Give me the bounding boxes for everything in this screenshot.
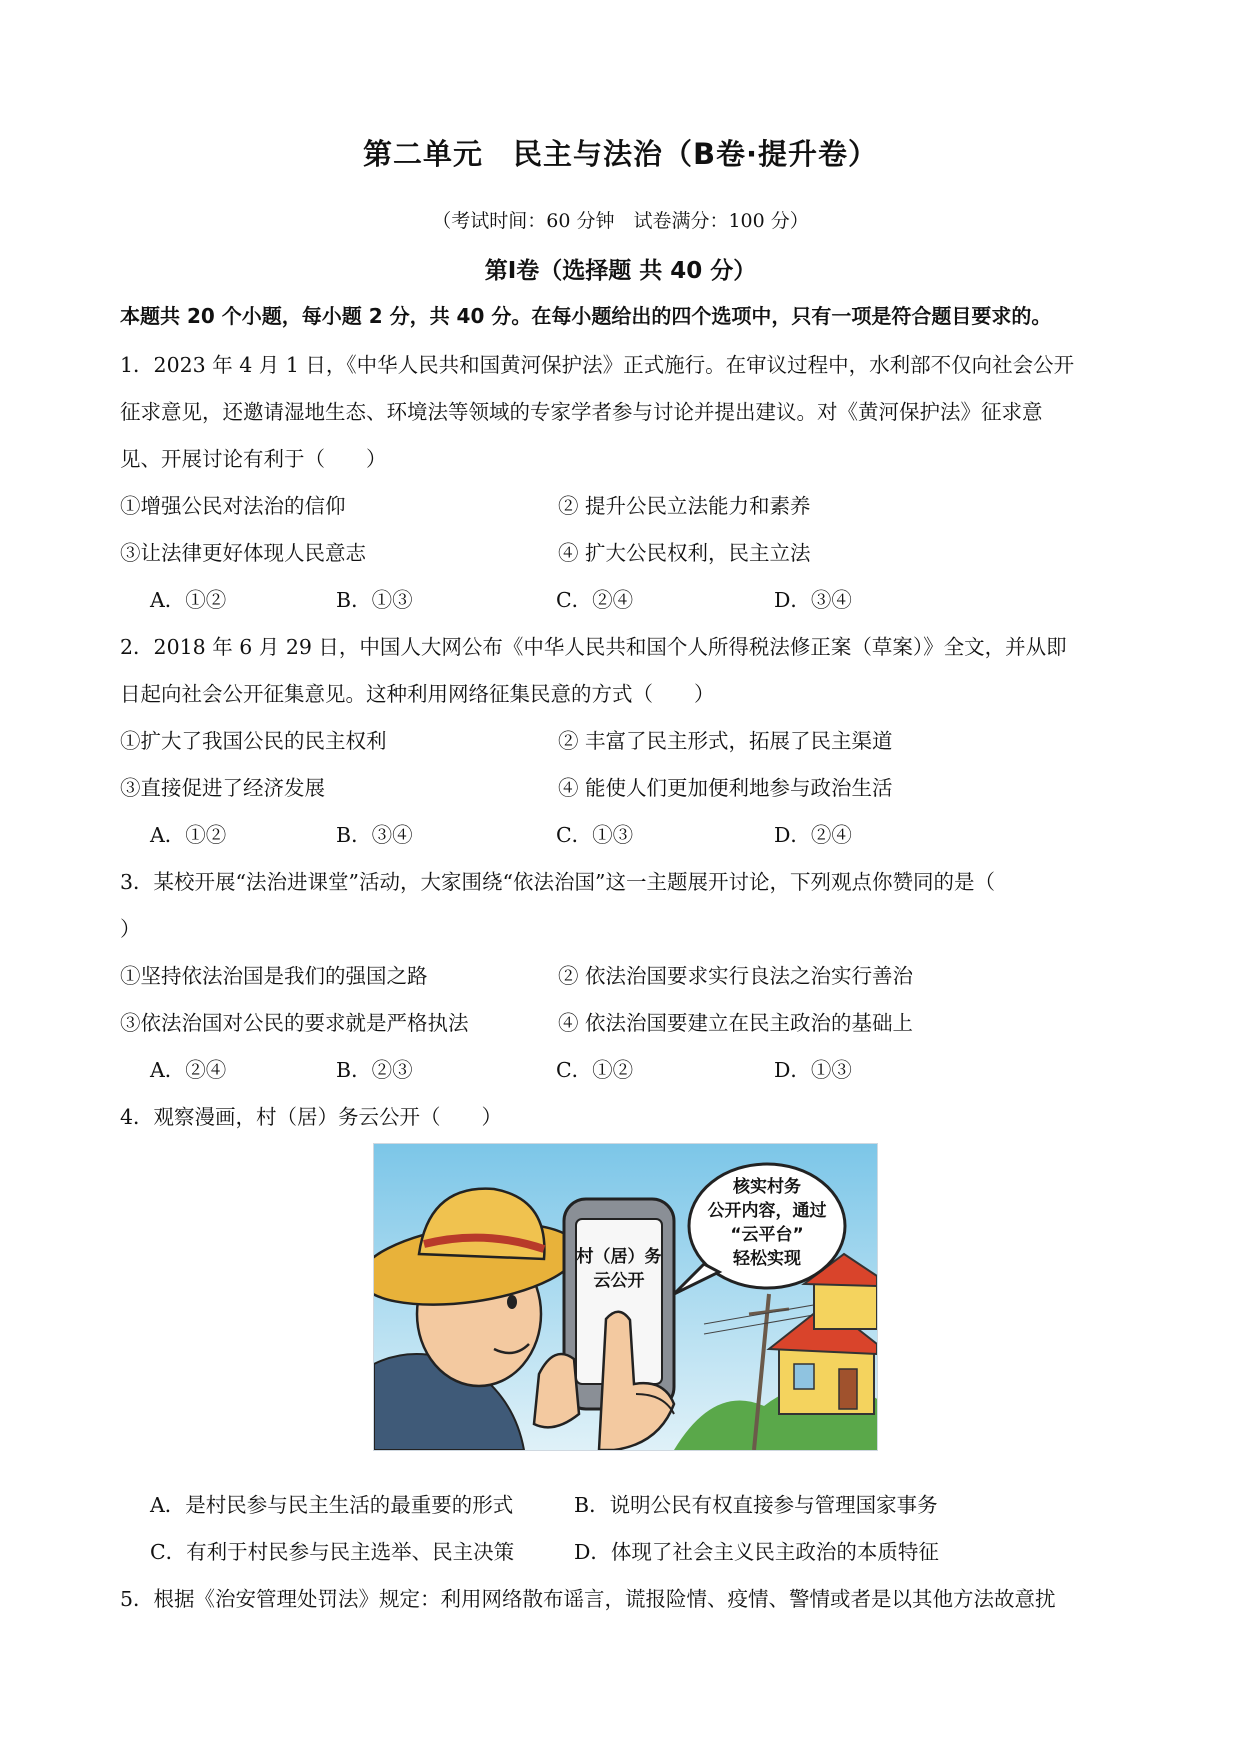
phone-text-line-1: 村（居）务 — [576, 1247, 662, 1267]
q2-stem-line-1: 2．2018 年 6 月 29 日，中国人大网公布《中华人民共和国个人所得税法修正案（草案）》全文，并从即 — [120, 635, 1067, 659]
q3-option-2: ② 依法治国要求实行良法之治实行善治 — [558, 964, 914, 988]
q4-choice-b[interactable]: B．说明公民有权直接参与管理国家事务 — [574, 1493, 938, 1517]
q1-choice-a[interactable]: A．①② — [150, 588, 227, 612]
bubble-line-1: 核实村务 — [733, 1177, 801, 1197]
q3-stem-line-1: 3．某校开展“法治进课堂”活动，大家围绕“依法治国”这一主题展开讨论，下列观点你赞同的是（ — [120, 870, 995, 894]
q3-choice-b[interactable]: B．②③ — [336, 1058, 413, 1082]
q2-choice-d[interactable]: D．②④ — [774, 823, 852, 847]
q3-stem-line-2: ） — [120, 917, 141, 941]
q4-choice-c[interactable]: C．有利于村民参与民主选举、民主决策 — [150, 1540, 515, 1564]
q4-choice-d[interactable]: D．体现了社会主义民主政治的本质特征 — [574, 1540, 939, 1564]
page-title: 第二单元 民主与法治（B卷·提升卷） — [362, 137, 879, 171]
bubble-line-4: 轻松实现 — [733, 1249, 801, 1269]
q1-option-3: ③让法律更好体现人民意志 — [120, 541, 366, 565]
q1-option-2: ② 提升公民立法能力和素养 — [558, 494, 811, 518]
q1-choice-c[interactable]: C．②④ — [556, 588, 634, 612]
q2-choice-b[interactable]: B．③④ — [336, 823, 413, 847]
q3-choice-a[interactable]: A．②④ — [150, 1058, 227, 1082]
instruction-text: 本题共 20 个小题，每小题 2 分，共 40 分。在每小题给出的四个选项中，只有一项是符合题目要求的。 — [120, 304, 1052, 328]
q2-option-3: ③直接促进了经济发展 — [120, 776, 325, 800]
phone-text-line-2: 云公开 — [593, 1271, 645, 1291]
q1-stem-line-2: 征求意见，还邀请湿地生态、环境法等领域的专家学者参与讨论并提出建议。对《黄河保护法》征求意 — [120, 400, 1043, 424]
q4-stem: 4．观察漫画，村（居）务云公开（ ） — [120, 1105, 503, 1129]
q2-choice-a[interactable]: A．①② — [150, 823, 227, 847]
cartoon-illustration — [373, 1143, 878, 1451]
cartoon-svg — [374, 1144, 877, 1450]
q1-stem-line-3: 见、开展讨论有利于（ ） — [120, 447, 387, 471]
bubble-line-3: “云平台” — [730, 1225, 804, 1245]
q3-option-3: ③依法治国对公民的要求就是严格执法 — [120, 1011, 469, 1035]
q3-option-4: ④ 依法治国要建立在民主政治的基础上 — [558, 1011, 914, 1035]
q2-choice-c[interactable]: C．①③ — [556, 823, 634, 847]
q1-choice-b[interactable]: B．①③ — [336, 588, 413, 612]
q3-choice-d[interactable]: D．①③ — [774, 1058, 852, 1082]
q3-choice-c[interactable]: C．①② — [556, 1058, 634, 1082]
q3-option-1: ①坚持依法治国是我们的强国之路 — [120, 964, 428, 988]
q2-option-1: ①扩大了我国公民的民主权利 — [120, 729, 387, 753]
bubble-line-2: 公开内容，通过 — [707, 1201, 827, 1221]
section-title: 第Ⅰ卷（选择题 共 40 分） — [484, 258, 757, 284]
q4-choice-a[interactable]: A．是村民参与民主生活的最重要的形式 — [150, 1493, 514, 1517]
q1-stem-line-1: 1．2023 年 4 月 1 日，《中华人民共和国黄河保护法》正式施行。在审议过程中，水利部不仅向社会公开 — [120, 353, 1075, 377]
q1-option-1: ①增强公民对法治的信仰 — [120, 494, 346, 518]
exam-meta: （考试时间：60 分钟 试卷满分：100 分） — [432, 210, 809, 232]
q2-stem-line-2: 日起向社会公开征集意见。这种利用网络征集民意的方式（ ） — [120, 682, 715, 706]
q1-option-4: ④ 扩大公民权利，民主立法 — [558, 541, 811, 565]
q1-choice-d[interactable]: D．③④ — [774, 588, 852, 612]
q2-option-4: ④ 能使人们更加便利地参与政治生活 — [558, 776, 893, 800]
q5-stem: 5．根据《治安管理处罚法》规定：利用网络散布谣言，谎报险情、疫情、警情或者是以其他方法故意扰 — [120, 1587, 1056, 1611]
q2-option-2: ② 丰富了民主形式，拓展了民主渠道 — [558, 729, 893, 753]
